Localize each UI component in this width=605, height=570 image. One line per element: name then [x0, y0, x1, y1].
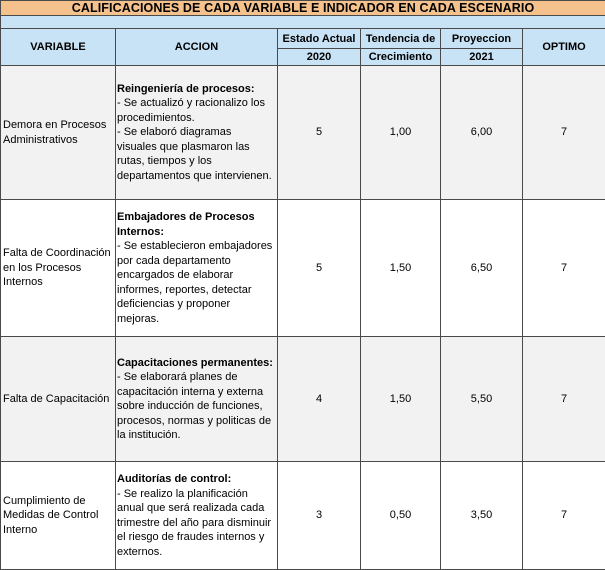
variable-cell: Falta de Coordinación en los Procesos Internos — [1, 200, 116, 337]
header-variable: VARIABLE — [1, 29, 116, 66]
action-heading: Reingeniería de procesos: — [117, 82, 274, 97]
header-proyeccion-line1: Proyeccion — [441, 29, 523, 49]
table-title: CALIFICACIONES DE CADA VARIABLE E INDICADOR EN CADA ESCENARIO — [1, 1, 605, 16]
variable-cell: Cumplimiento de Medidas de Control Interno — [1, 462, 116, 570]
header-tendencia-line2: Crecimiento — [361, 49, 441, 66]
action-body: - Se realizo la planificación anual que será realizada cada trimestre del año para disminuir el riesgo de fraudes internos y externos. — [117, 487, 274, 560]
action-body: - Se actualizó y racionalizo los procedimientos. - Se elaboró diagramas visuales que plasmaron las rutas, tiempos y los departamentos que intervienen. — [117, 96, 274, 183]
tendencia-cell: 1,50 — [361, 337, 441, 462]
table-row — [1, 66, 605, 200]
header-estado-line2: 2020 — [278, 49, 361, 66]
action-cell — [116, 66, 278, 200]
estado-cell: 4 — [278, 337, 361, 462]
header-estado-line1: Estado Actual — [278, 29, 361, 49]
action-heading: Auditorías de control: — [117, 472, 274, 487]
action-body: - Se elaborará planes de capacitación interna y externa sobre inducción de funciones, procesos, normas y politicas de la institución. — [117, 370, 274, 443]
proyeccion-cell: 5,50 — [441, 337, 523, 462]
action-cell — [116, 200, 278, 337]
table-row — [1, 462, 605, 570]
action-cell — [116, 462, 278, 570]
optimo-cell: 7 — [523, 337, 605, 462]
estado-cell: 5 — [278, 200, 361, 337]
header-proyeccion-line2: 2021 — [441, 49, 523, 66]
table-row — [1, 200, 605, 337]
header-optimo: OPTIMO — [523, 29, 605, 66]
header-tendencia-line1: Tendencia de — [361, 29, 441, 49]
action-body: - Se establecieron embajadores por cada departamento encargados de elaborar informes, reportes, detectar deficiencias y proponer mejoras. — [117, 239, 274, 326]
optimo-cell: 7 — [523, 66, 605, 200]
header-strip-cell — [1, 16, 605, 29]
proyeccion-cell: 6,50 — [441, 200, 523, 337]
proyeccion-cell: 6,00 — [441, 66, 523, 200]
action-heading: Capacitaciones permanentes: — [117, 356, 274, 371]
tendencia-cell: 1,50 — [361, 200, 441, 337]
optimo-cell: 7 — [523, 200, 605, 337]
variable-cell: Demora en Procesos Administrativos — [1, 66, 116, 200]
header-strip — [1, 16, 605, 29]
optimo-cell: 7 — [523, 462, 605, 570]
variable-cell: Falta de Capacitación — [1, 337, 116, 462]
tendencia-cell: 0,50 — [361, 462, 441, 570]
header-accion: ACCION — [116, 29, 278, 66]
proyeccion-cell: 3,50 — [441, 462, 523, 570]
estado-cell: 3 — [278, 462, 361, 570]
table-row — [1, 337, 605, 462]
action-cell — [116, 337, 278, 462]
action-heading: Embajadores de Procesos Internos: — [117, 210, 274, 239]
estado-cell: 5 — [278, 66, 361, 200]
tendencia-cell: 1,00 — [361, 66, 441, 200]
